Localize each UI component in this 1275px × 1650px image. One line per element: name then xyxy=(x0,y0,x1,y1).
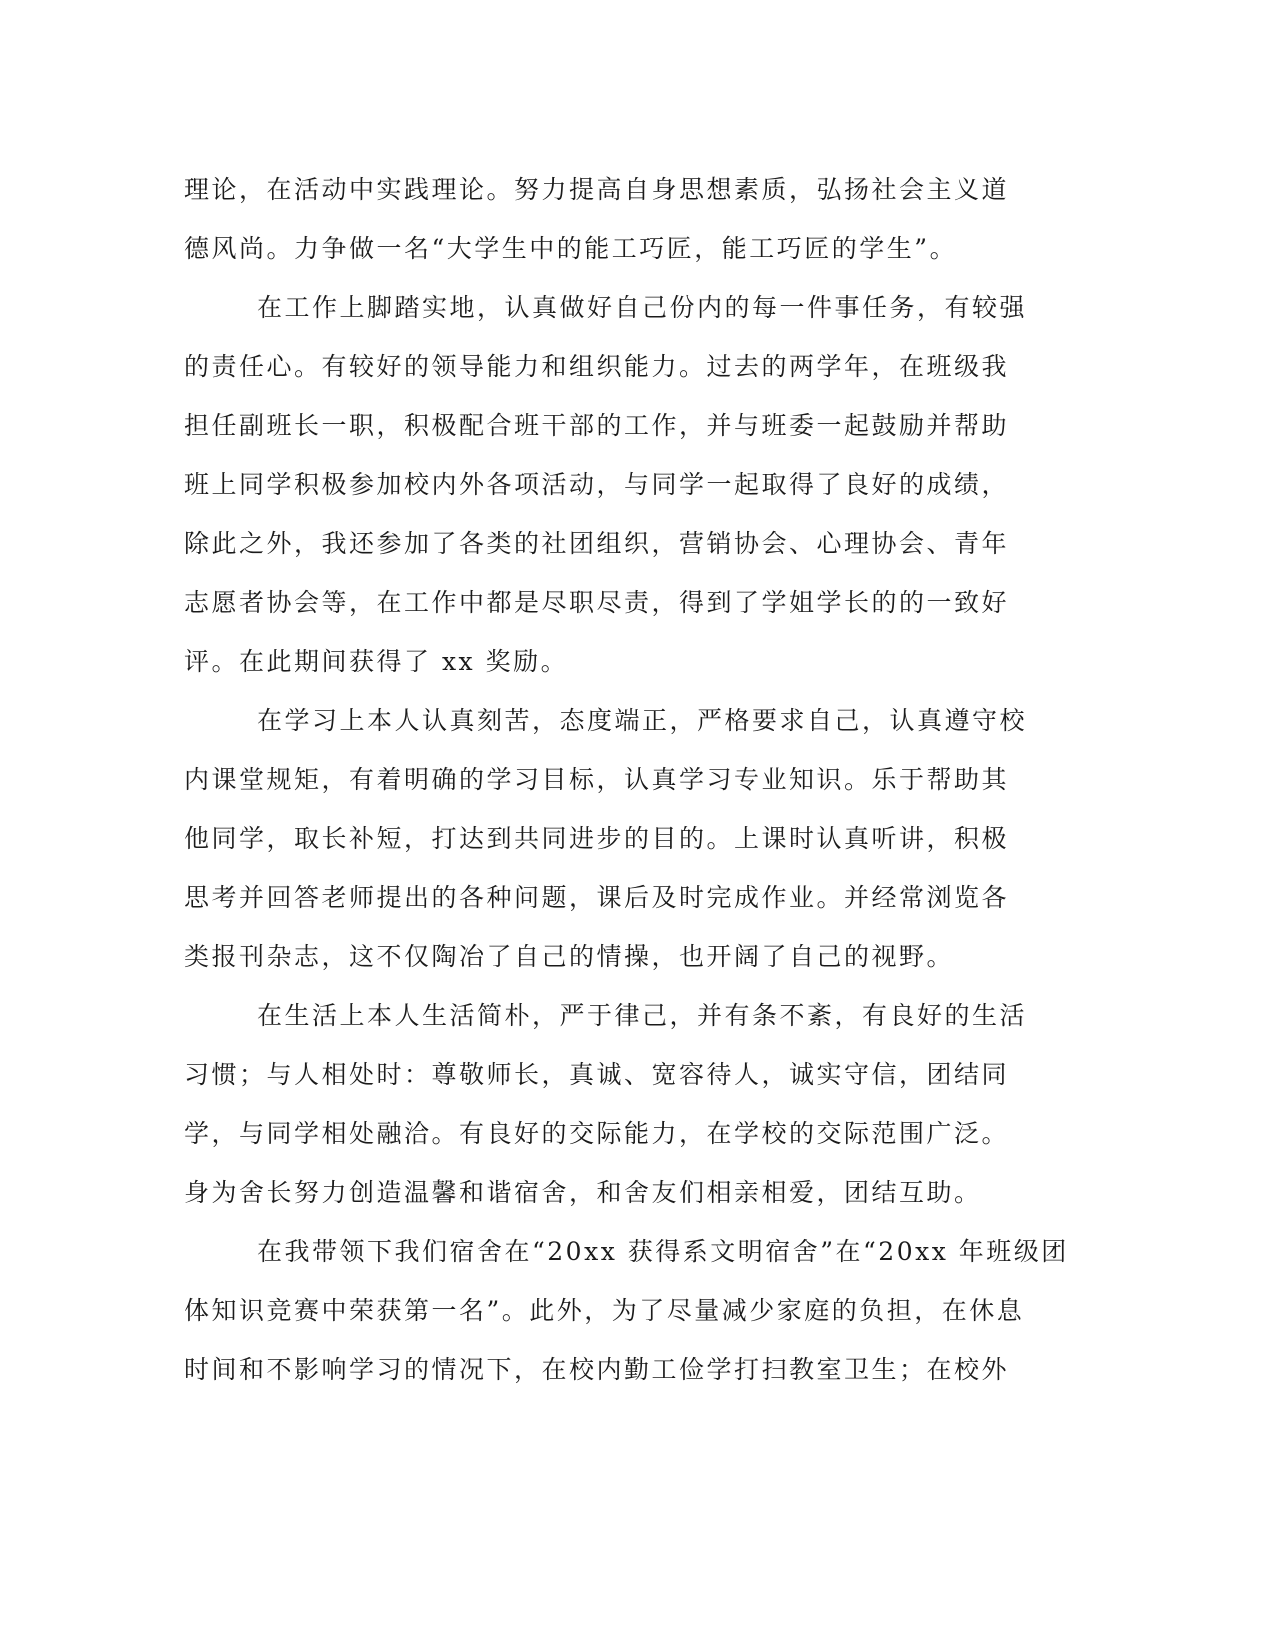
text-line: 类报刊杂志，这不仅陶冶了自己的情操，也开阔了自己的视野。 xyxy=(184,942,955,971)
text-line: 身为舍长努力创造温馨和谐宿舍，和舍友们相亲相爱，团结互助。 xyxy=(184,1178,982,1207)
paragraph-start-line: 在学习上本人认真刻苦，态度端正，严格要求自己，认真遵守校 xyxy=(257,706,1028,735)
text-line: 的责任心。有较好的领导能力和组织能力。过去的两学年，在班级我 xyxy=(184,352,1010,381)
document-body xyxy=(184,160,1069,1399)
text-line: 体知识竞赛中荣获第一名”。此外，为了尽量减少家庭的负担，在休息 xyxy=(184,1296,1025,1325)
text-line: 时间和不影响学习的情况下，在校内勤工俭学打扫教室卫生；在校外 xyxy=(184,1355,1010,1384)
text-line: 德风尚。力争做一名“大学生中的能工巧匠，能工巧匠的学生”。 xyxy=(184,234,958,263)
paragraph-start-line: 在我带领下我们宿舍在“20xx 获得系文明宿舍”在“20xx 年班级团 xyxy=(257,1237,1069,1266)
paragraph-start-line: 在生活上本人生活简朴，严于律己，并有条不紊，有良好的生活 xyxy=(257,1001,1028,1030)
text-line: 习惯；与人相处时：尊敬师长，真诚、宽容待人，诚实守信，团结同 xyxy=(184,1060,1010,1089)
text-line: 学，与同学相处融洽。有良好的交际能力，在学校的交际范围广泛。 xyxy=(184,1119,1010,1148)
text-line: 理论，在活动中实践理论。努力提高自身思想素质，弘扬社会主义道 xyxy=(184,175,1010,204)
paragraph-start-line: 在工作上脚踏实地，认真做好自己份内的每一件事任务，有较强 xyxy=(257,293,1028,322)
text-line: 担任副班长一职，积极配合班干部的工作，并与班委一起鼓励并帮助 xyxy=(184,411,1010,440)
text-line: 班上同学积极参加校内外各项活动，与同学一起取得了良好的成绩， xyxy=(184,470,1010,499)
text-line: 内课堂规矩，有着明确的学习目标，认真学习专业知识。乐于帮助其 xyxy=(184,765,1010,794)
text-line: 评。在此期间获得了 xx 奖励。 xyxy=(184,647,569,676)
text-line: 志愿者协会等，在工作中都是尽职尽责，得到了学姐学长的的一致好 xyxy=(184,588,1010,617)
text-line: 他同学，取长补短，打达到共同进步的目的。上课时认真听讲，积极 xyxy=(184,824,1010,853)
text-line: 思考并回答老师提出的各种问题，课后及时完成作业。并经常浏览各 xyxy=(184,883,1010,912)
text-line: 除此之外，我还参加了各类的社团组织，营销协会、心理协会、青年 xyxy=(184,529,1010,558)
